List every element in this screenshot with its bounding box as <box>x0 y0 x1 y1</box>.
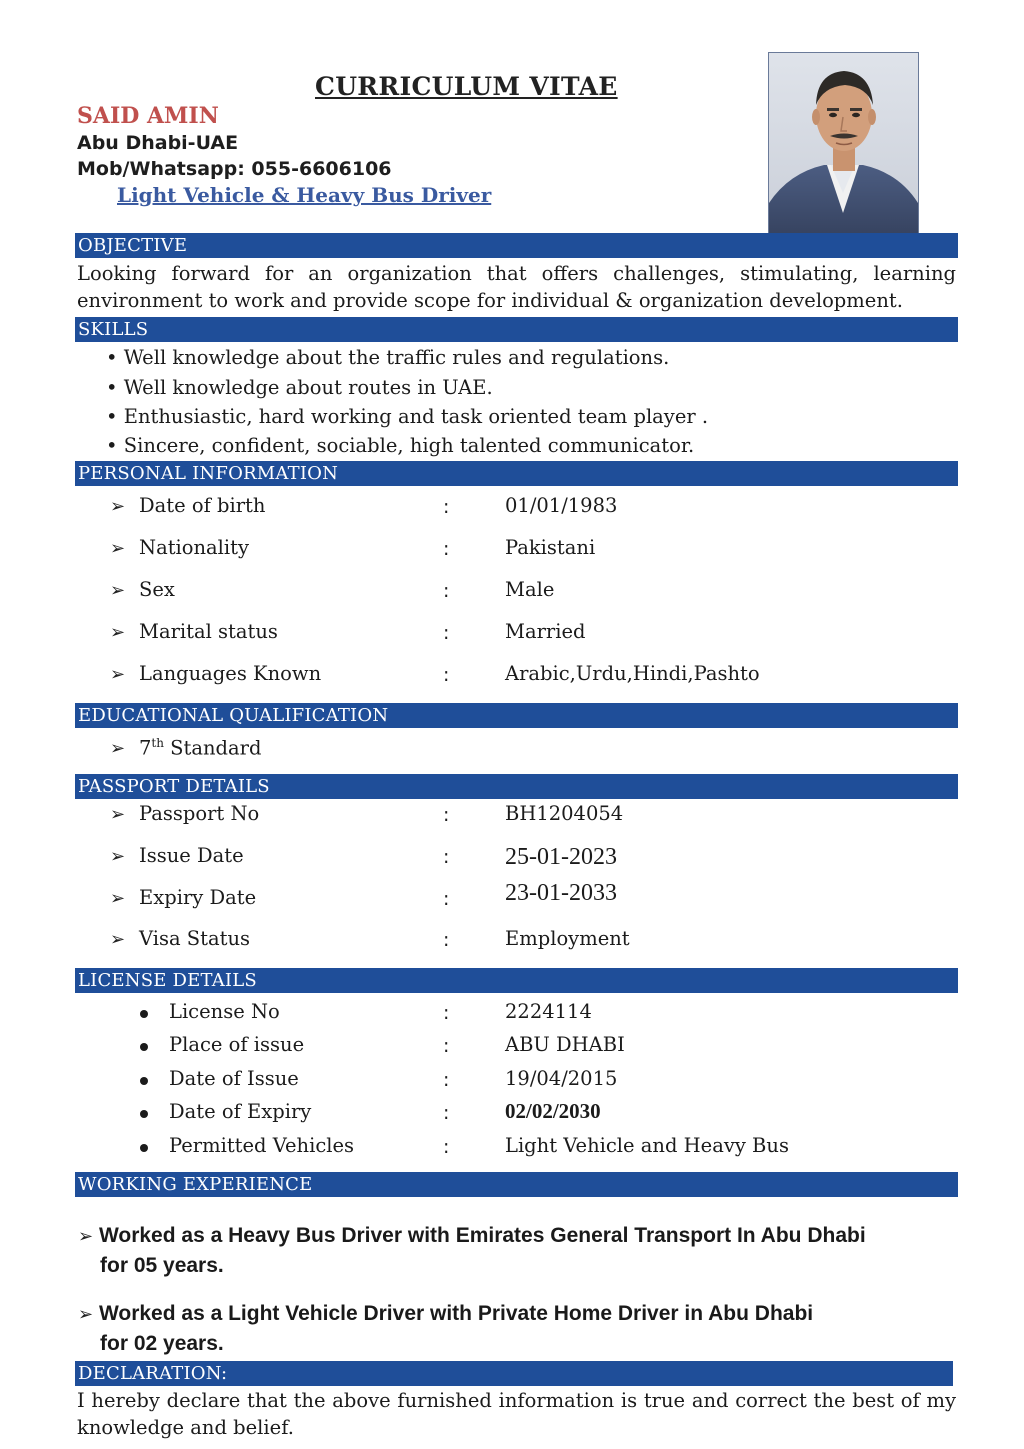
skill-text: Well knowledge about the traffic rules and regulations. <box>123 346 670 369</box>
license-row-value: ABU DHABI <box>505 1033 625 1056</box>
section-header-declaration: DECLARATION: <box>75 1361 953 1386</box>
portrait-image <box>769 53 918 243</box>
license-row-value: Light Vehicle and Heavy Bus <box>505 1134 789 1157</box>
document-title: CURRICULUM VITAE <box>315 72 618 101</box>
skill-item <box>106 376 493 399</box>
candidate-role: Light Vehicle & Heavy Bus Driver <box>117 183 492 207</box>
colon-separator: : <box>443 1035 450 1057</box>
arrow-bullet-icon: ➢ <box>110 929 126 950</box>
colon-separator: : <box>443 496 450 518</box>
profile-photo <box>768 52 919 244</box>
arrow-bullet-icon: ➢ <box>110 888 126 909</box>
colon-separator: : <box>443 929 450 951</box>
bullet-icon: • <box>106 376 118 399</box>
personal-row-value: 01/01/1983 <box>505 494 618 517</box>
bullet-icon: • <box>106 346 118 369</box>
personal-row-label: ➢ Date of birth <box>110 494 266 517</box>
personal-row-value: Male <box>505 578 555 601</box>
bullet-icon <box>140 1077 148 1085</box>
arrow-bullet-icon: ➢ <box>110 804 126 825</box>
bullet-icon <box>140 1010 148 1018</box>
passport-row-label: ➢ Expiry Date <box>110 886 257 909</box>
colon-separator: : <box>443 664 450 686</box>
personal-row-value: Arabic,Urdu,Hindi,Pashto <box>505 662 760 685</box>
bullet-icon: • <box>106 405 118 428</box>
arrow-bullet-icon: ➢ <box>110 496 126 517</box>
arrow-bullet-icon: ➢ <box>110 580 126 601</box>
personal-row-label: ➢ Marital status <box>110 620 278 643</box>
colon-separator: : <box>443 538 450 560</box>
personal-row-label: ➢ Nationality <box>110 536 250 559</box>
colon-separator: : <box>443 622 450 644</box>
section-header-personal-information: PERSONAL INFORMATION <box>75 461 958 486</box>
passport-row-value: BH1204054 <box>505 802 624 825</box>
skill-item <box>106 405 708 428</box>
bullet-icon: • <box>106 434 118 457</box>
colon-separator: : <box>443 846 450 868</box>
declaration-text: I hereby declare that the above furnished information is true and correct the best of my knowledge and belief. <box>77 1389 956 1439</box>
colon-separator: : <box>443 1136 450 1158</box>
section-header-experience: WORKING EXPERIENCE <box>75 1172 958 1197</box>
bullet-icon <box>140 1144 148 1152</box>
skill-text: Enthusiastic, hard working and task oriented team player . <box>123 405 709 428</box>
candidate-phone: Mob/Whatsapp: 055-6606106 <box>77 158 392 180</box>
section-header-objective: OBJECTIVE <box>75 233 958 258</box>
arrow-bullet-icon: ➢ <box>110 538 126 559</box>
personal-row-label: ➢ Languages Known <box>110 662 322 685</box>
passport-row-label: ➢ Passport No <box>110 802 260 825</box>
personal-row-value: Married <box>505 620 586 643</box>
objective-text: Looking forward for an organization that offers challenges, stimulating, learning environment to work and provide scope for individual & organization development. <box>77 262 956 312</box>
bullet-icon <box>140 1043 148 1051</box>
passport-row-value: Employment <box>505 927 630 950</box>
arrow-bullet-icon: ➢ <box>78 1304 94 1325</box>
colon-separator: : <box>443 580 450 602</box>
colon-separator: : <box>443 804 450 826</box>
arrow-bullet-icon: ➢ <box>78 1226 94 1247</box>
colon-separator: : <box>443 1102 450 1124</box>
arrow-bullet-icon: ➢ <box>110 846 126 867</box>
passport-row-value: 25-01-2023 <box>505 844 617 870</box>
colon-separator: : <box>443 1002 450 1024</box>
license-row-value: 02/02/2030 <box>505 1099 601 1123</box>
arrow-bullet-icon: ➢ <box>110 664 126 685</box>
skill-item <box>106 346 669 369</box>
skill-text: Well knowledge about routes in UAE. <box>123 376 493 399</box>
section-header-skills: SKILLS <box>75 317 958 342</box>
candidate-name: SAID AMIN <box>77 103 219 129</box>
colon-separator: : <box>443 888 450 910</box>
skill-text: Sincere, confident, sociable, high talented communicator. <box>123 434 695 457</box>
personal-row-value: Pakistani <box>505 536 596 559</box>
experience-item: ➢ Worked as a Light Vehicle Driver with Private Home Driver in Abu Dhabi for 02 years. <box>78 1302 814 1355</box>
education-item: ➢ 7th Standard <box>110 736 262 760</box>
section-header-license: LICENSE DETAILS <box>75 968 958 993</box>
passport-row-label: ➢ Visa Status <box>110 927 251 950</box>
skill-item <box>106 434 694 457</box>
experience-item: ➢ Worked as a Heavy Bus Driver with Emirates General Transport In Abu Dhabi for 05 years. <box>78 1224 866 1277</box>
section-header-passport: PASSPORT DETAILS <box>75 774 958 799</box>
bullet-icon <box>140 1110 148 1118</box>
arrow-bullet-icon: ➢ <box>110 622 126 643</box>
colon-separator: : <box>443 1069 450 1091</box>
candidate-location: Abu Dhabi-UAE <box>77 132 239 154</box>
arrow-bullet-icon: ➢ <box>110 738 126 759</box>
personal-row-label: ➢ Sex <box>110 578 175 601</box>
license-row-value: 2224114 <box>505 1000 592 1023</box>
section-header-education: EDUCATIONAL QUALIFICATION <box>75 703 958 728</box>
passport-row-label: ➢ Issue Date <box>110 844 244 867</box>
passport-row-value: 23-01-2033 <box>505 880 617 906</box>
license-row-value: 19/04/2015 <box>505 1067 618 1090</box>
